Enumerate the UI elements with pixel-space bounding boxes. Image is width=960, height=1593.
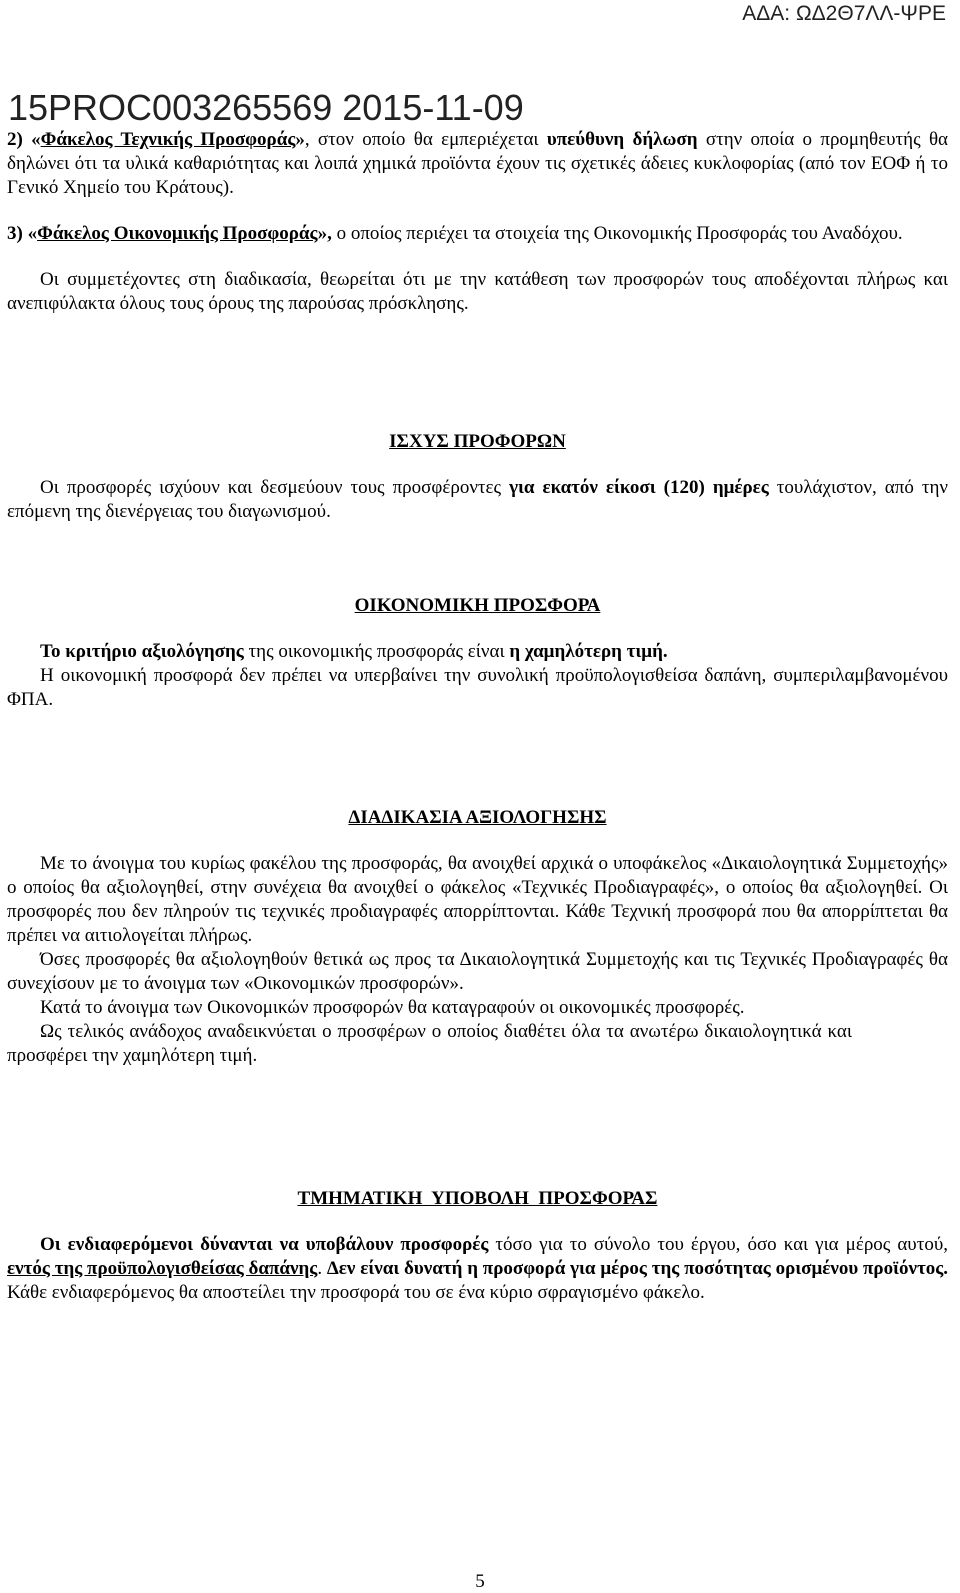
item-number: 2) « <box>7 129 41 150</box>
ada-code: ΑΔΑ: ΩΔ2Θ7ΛΛ-ΨΡΕ <box>742 2 946 25</box>
bold-text: για εκατόν είκοσι (120) ημέρες <box>509 477 769 498</box>
text: Κάθε ενδιαφερόμενος θα αποστείλει την προσφορά του σε ένα κύριο σφραγισμένο φάκελο. <box>7 1282 705 1303</box>
financial-heading: ΟΙΚΟΝΟΜΙΚΗ ΠΡΟΣΦΟΡΑ <box>354 595 601 616</box>
bold-text: Το κριτήριο αξιολόγησης <box>40 641 244 662</box>
proc-reference: 15PROC003265569 2015-11-09 <box>8 87 524 128</box>
text: , στον οποίο θα εμπεριέχεται <box>304 129 547 150</box>
criterion-paragraph <box>7 640 948 664</box>
bold-text: η χαμηλότερη τιμή. <box>509 641 668 662</box>
text: στην οποία ο προμηθευτής θα δηλώνει ότι τα υλικά καθαριότητας και λοιπά χημικά προϊόντα έχουν τις σχετικές άδειες κυκλοφορίας (από τον ΕΟΦ ή το Γενικό Χημείο του Κράτους). <box>7 129 949 198</box>
validity-heading: ΙΣΧΥΣ ΠΡΟΦΟΡΩΝ <box>389 431 566 452</box>
text: Οι προσφορές ισχύουν και δεσμεύουν τους προσφέροντες <box>40 477 510 498</box>
page-number: 5 <box>475 1571 485 1592</box>
document-body <box>7 128 948 1305</box>
validity-paragraph <box>7 476 948 524</box>
evaluation-heading: ΔΙΑΔΙΚΑΣΙΑ ΑΞΙΟΛΟΓΗΣΗΣ <box>348 807 607 828</box>
text: τουλάχιστον, από την επόμενη της διενέργειας του διαγωνισμού. <box>7 477 948 522</box>
partial-submission-heading: ΤΜΗΜΑΤΙΚΗ ΥΠΟΒΟΛΗ ΠΡΟΣΦΟΡΑΣ <box>297 1188 658 1209</box>
item-number: 3) « <box>7 223 38 244</box>
quote-close: » <box>295 129 305 150</box>
bold-text: Οι ενδιαφερόμενοι δύνανται να υποβάλουν προσφορές <box>40 1234 489 1255</box>
text: ο οποίος περιέχει τα στοιχεία της Οικονομικής Προσφοράς του Αναδόχου. <box>331 223 903 244</box>
technical-offer-paragraph <box>7 128 948 200</box>
text: της οικονομικής προσφοράς είναι <box>243 641 510 662</box>
quote-close: », <box>317 223 332 244</box>
budget-paragraph: Η οικονομική προσφορά δεν πρέπει να υπερβαίνει την συνολική προϋπολογισθείσα δαπάνη, συμπεριλαμβανομένου ΦΠΑ. <box>7 665 948 710</box>
evaluation-paragraph-4: Ως τελικός ανάδοχος αναδεικνύεται ο προσφέρων ο οποίος διαθέτει όλα τα ανωτέρω δικαιολογητικά και προσφέρει την χαμηλότερη τιμή. <box>7 1021 852 1066</box>
evaluation-paragraph-3: Κατά το άνοιγμα των Οικονομικών προσφορών θα καταγραφούν οι οικονομικές προσφορές. <box>40 997 745 1018</box>
partial-submission-paragraph <box>7 1233 948 1305</box>
bold-text: υπεύθυνη δήλωση <box>546 129 698 150</box>
bold-underlined-text: εντός της προϋπολογισθείσας δαπάνης <box>7 1258 318 1279</box>
text: . <box>317 1258 327 1279</box>
text: τόσο για το σύνολο του έργου, όσο και για μέρος αυτού, <box>488 1234 948 1255</box>
acceptance-paragraph: Οι συμμετέχοντες στη διαδικασία, θεωρείται ότι με την κατάθεση των προσφορών τους αποδέχονται πλήρως και ανεπιφύλακτα όλους τους όρους της παρούσας πρόσκλησης. <box>7 269 948 314</box>
financial-offer-title: Φάκελος Οικονομικής Προσφοράς <box>37 223 318 244</box>
evaluation-paragraph-2: Όσες προσφορές θα αξιολογηθούν θετικά ως προς τα Δικαιολογητικά Συμμετοχής και τις Τεχνικές Προδιαγραφές θα συνεχίσουν με το άνοιγμα των «Οικονομικών προσφορών». <box>7 949 948 994</box>
financial-offer-paragraph <box>7 222 948 246</box>
technical-offer-title: Φάκελος Τεχνικής Προσφοράς <box>40 129 296 150</box>
evaluation-paragraph-1: Με το άνοιγμα του κυρίως φακέλου της προσφοράς, θα ανοιχθεί αρχικά ο υποφάκελος «Δικαιολογητικά Συμμετοχής» ο οποίος θα αξιολογηθεί, στην συνέχεια θα ανοιχθεί ο φάκελος «Τεχνικές Προδιαγραφές», ο οποίος θα αξιολογηθεί. Οι προσφορές που δεν πληρούν τις τεχνικές προδιαγραφές απορρίπτονται. Κάθε Τεχνική προσφορά που θα απορρίπτεται θα πρέπει να αιτιολογείται πλήρως. <box>7 853 948 946</box>
bold-text: Δεν είναι δυνατή η προσφορά για μέρος της ποσότητας ορισμένου προϊόντος. <box>326 1258 948 1279</box>
